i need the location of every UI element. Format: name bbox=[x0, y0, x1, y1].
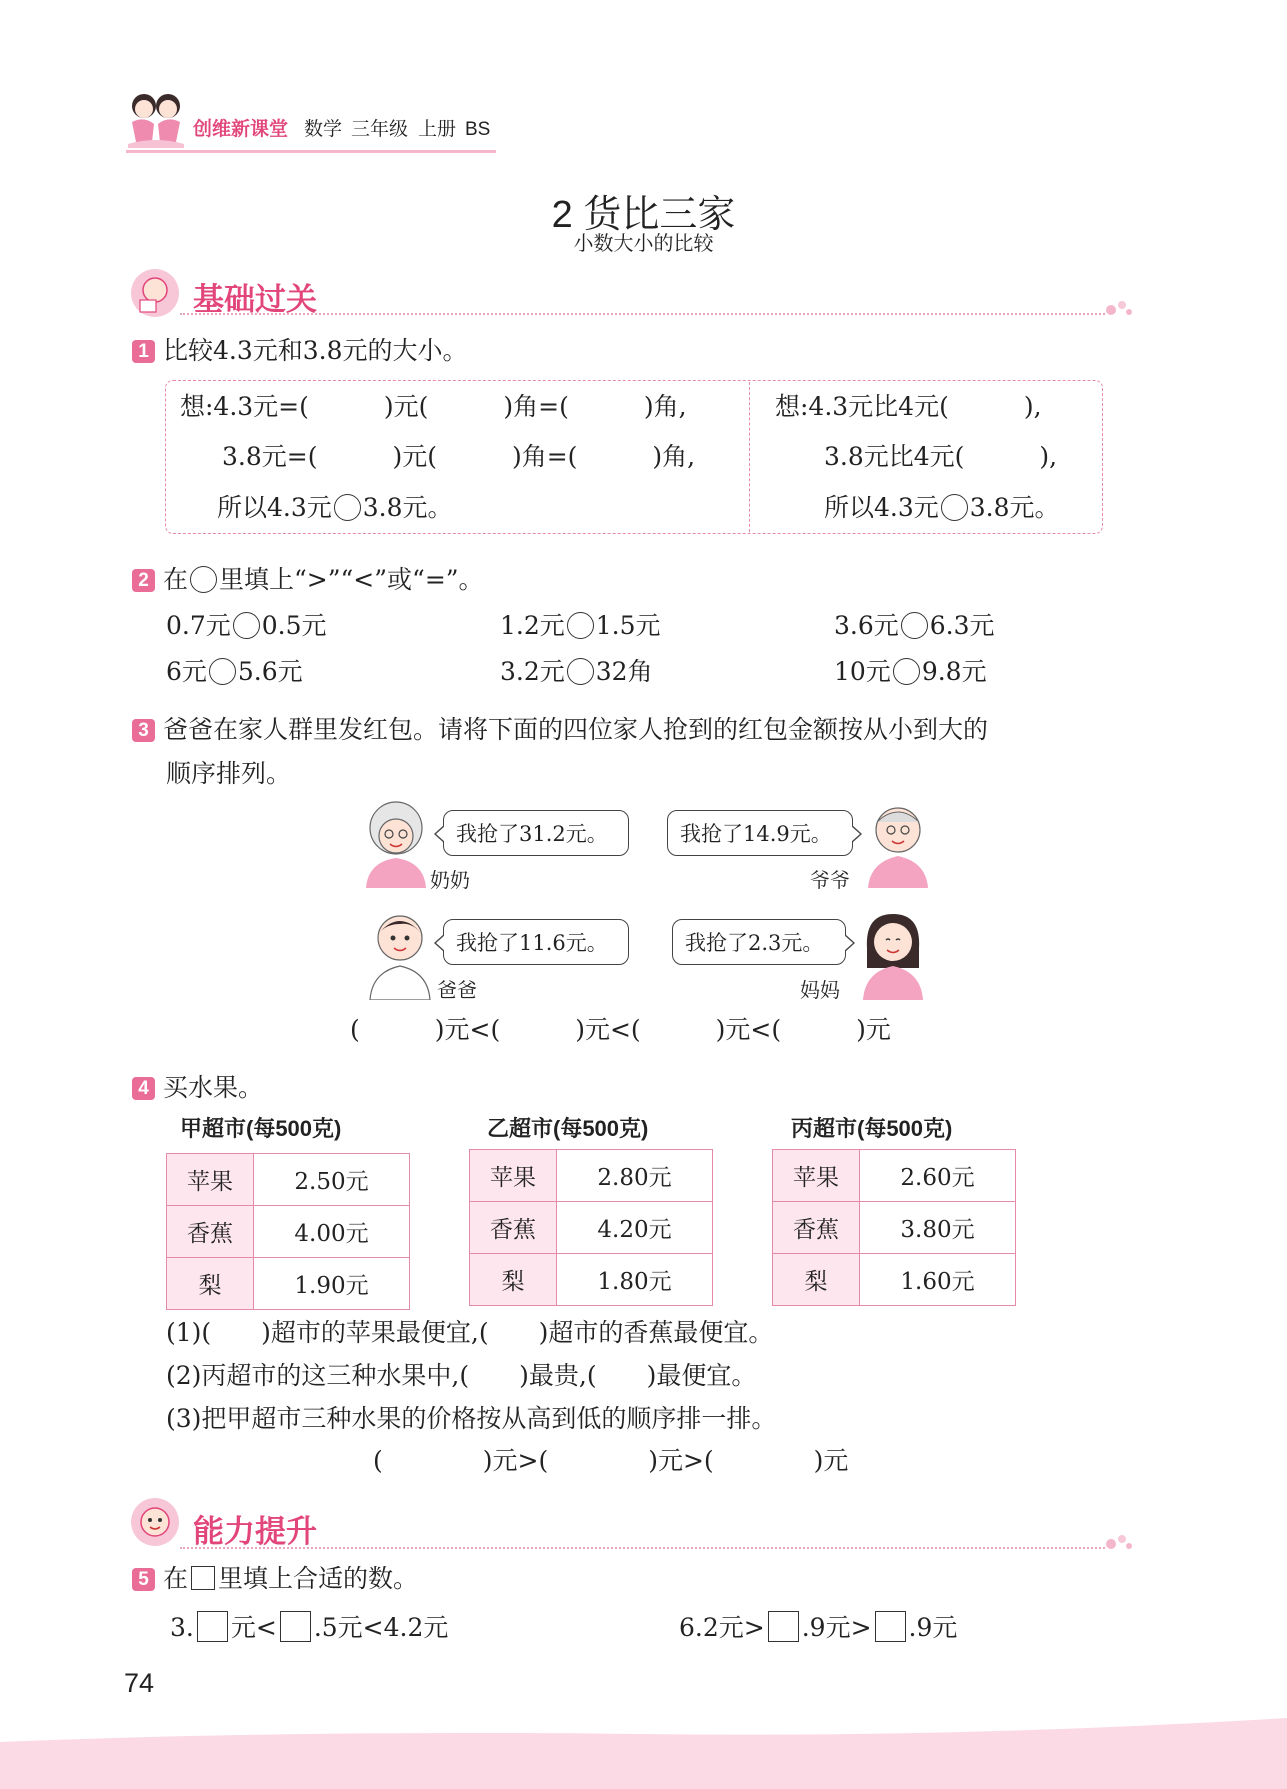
q4-number: 4 bbox=[132, 1077, 155, 1100]
q1-left-line3 bbox=[217, 494, 453, 521]
q1-right-line3-a: 所以4.3元 bbox=[824, 493, 939, 522]
q2-item-3-b: 6.3元 bbox=[929, 611, 995, 640]
market-c-table bbox=[772, 1149, 1016, 1306]
table-cell-fruit: 香蕉 bbox=[773, 1202, 860, 1254]
q1-prompt bbox=[132, 338, 468, 363]
dad-speech-bubble: 我抢了11.6元。 bbox=[443, 919, 629, 965]
q5-e2-b: .9元> bbox=[801, 1613, 872, 1642]
table-cell-price: 1.80元 bbox=[557, 1254, 713, 1306]
market-c-caption: 丙超市(每500克) bbox=[791, 1116, 953, 1141]
table-cell-price: 3.80元 bbox=[860, 1202, 1016, 1254]
section-basic-title: 基础过关 bbox=[193, 282, 317, 317]
table-row bbox=[470, 1150, 713, 1202]
section-advanced-title: 能力提升 bbox=[193, 1514, 317, 1549]
q1-left-line3-a: 所以4.3元 bbox=[217, 493, 332, 522]
q1-prompt-text: 比较4.3元和3.8元的大小。 bbox=[163, 336, 468, 365]
q5-prompt-square bbox=[191, 1566, 215, 1590]
q2-item-4-b: 5.6元 bbox=[237, 657, 303, 686]
header-volume: 上册 bbox=[418, 119, 457, 140]
q2-item-1-circle[interactable] bbox=[233, 612, 260, 639]
q5-e1-box-2[interactable] bbox=[280, 1611, 311, 1642]
table-cell-price: 4.20元 bbox=[557, 1202, 713, 1254]
table-cell-price: 2.60元 bbox=[860, 1150, 1016, 1202]
dad-illustration bbox=[362, 908, 438, 1000]
market-b-table bbox=[469, 1149, 713, 1306]
q5-e1-c: .5元<4.2元 bbox=[313, 1613, 449, 1642]
grandpa-illustration bbox=[860, 798, 936, 888]
q2-item-3-circle[interactable] bbox=[901, 612, 928, 639]
q1-right-compare-circle[interactable] bbox=[941, 494, 968, 521]
table-row bbox=[470, 1202, 713, 1254]
q1-right-line2[interactable]: 3.8元比4元( ), bbox=[824, 442, 1058, 471]
q2-item-6-a: 10元 bbox=[834, 657, 891, 686]
q5-e2-c: .9元 bbox=[908, 1613, 958, 1642]
q2-item-5 bbox=[500, 658, 653, 685]
q3-prompt-line2: 顺序排列。 bbox=[166, 759, 292, 788]
q2-item-3 bbox=[834, 612, 995, 639]
header-mascot bbox=[126, 88, 186, 150]
table-cell-fruit: 苹果 bbox=[470, 1150, 557, 1202]
section-advanced-icon bbox=[130, 1497, 180, 1547]
table-row bbox=[773, 1150, 1016, 1202]
grandpa-speech-bubble: 我抢了14.9元。 bbox=[667, 810, 853, 856]
q5-e1-b: 元< bbox=[230, 1613, 277, 1642]
q5-e2-box-2[interactable] bbox=[875, 1611, 906, 1642]
table-cell-fruit: 梨 bbox=[167, 1258, 254, 1310]
q2-item-4-a: 6元 bbox=[166, 657, 207, 686]
grandpa-name: 爷爷 bbox=[810, 868, 850, 892]
q4-sub3: (3)把甲超市三种水果的价格按从高到低的顺序排一排。 bbox=[166, 1404, 777, 1433]
q2-number: 2 bbox=[132, 569, 155, 592]
table-cell-price: 2.50元 bbox=[254, 1154, 410, 1206]
mom-speech-bubble: 我抢了2.3元。 bbox=[672, 919, 846, 965]
table-row bbox=[167, 1154, 410, 1206]
q1-left-line3-b: 3.8元。 bbox=[362, 493, 453, 522]
lesson-title: 2 货比三家 bbox=[551, 194, 736, 236]
q4-sub1[interactable]: (1)( )超市的苹果最便宜,( )超市的香蕉最便宜。 bbox=[166, 1318, 774, 1347]
q3-number: 3 bbox=[132, 719, 155, 742]
q5-number: 5 bbox=[132, 1568, 155, 1591]
header-brand: 创维新课堂 bbox=[193, 119, 289, 140]
table-row bbox=[167, 1206, 410, 1258]
q2-item-1-a: 0.7元 bbox=[166, 611, 231, 640]
header-grade: 三年级 bbox=[351, 119, 409, 140]
q2-item-6-circle[interactable] bbox=[893, 658, 920, 685]
dad-name: 爸爸 bbox=[437, 978, 477, 1002]
mom-name: 妈妈 bbox=[800, 978, 840, 1002]
q4-prompt bbox=[132, 1075, 263, 1100]
q2-item-2-a: 1.2元 bbox=[500, 611, 565, 640]
market-a-caption: 甲超市(每500克) bbox=[180, 1116, 342, 1141]
q1-right-line3 bbox=[824, 494, 1060, 521]
q2-prompt-a: 在 bbox=[163, 565, 189, 594]
table-cell-fruit: 梨 bbox=[773, 1254, 860, 1306]
section-advanced-divider bbox=[180, 1547, 1105, 1549]
table-cell-fruit: 香蕉 bbox=[167, 1206, 254, 1258]
table-cell-price: 2.80元 bbox=[557, 1150, 713, 1202]
q3-prompt-line1 bbox=[132, 717, 988, 742]
q1-left-line1[interactable]: 想:4.3元=( )元( )角=( )角, bbox=[180, 392, 687, 421]
page-number: 74 bbox=[124, 1668, 155, 1698]
q1-left-line2[interactable]: 3.8元=( )元( )角=( )角, bbox=[222, 442, 696, 471]
table-cell-price: 4.00元 bbox=[254, 1206, 410, 1258]
table-cell-price: 1.60元 bbox=[860, 1254, 1016, 1306]
q2-item-5-a: 3.2元 bbox=[500, 657, 565, 686]
header-edition: BS bbox=[465, 119, 491, 140]
grandma-name: 奶奶 bbox=[430, 868, 470, 892]
mom-illustration bbox=[855, 908, 931, 1000]
footer-band bbox=[0, 1712, 1287, 1789]
table-cell-fruit: 香蕉 bbox=[470, 1202, 557, 1254]
q5-e2-box-1[interactable] bbox=[768, 1611, 799, 1642]
q5-prompt-b: 里填上合适的数。 bbox=[218, 1564, 419, 1593]
q5-e1-a: 3. bbox=[170, 1613, 194, 1642]
q2-prompt bbox=[132, 566, 484, 593]
q1-right-line1[interactable]: 想:4.3元比4元( ), bbox=[775, 392, 1042, 421]
q5-prompt bbox=[132, 1566, 418, 1591]
grandma-speech-bubble: 我抢了31.2元。 bbox=[443, 810, 629, 856]
q4-sub2[interactable]: (2)丙超市的这三种水果中,( )最贵,( )最便宜。 bbox=[166, 1361, 757, 1390]
q3-answer-line[interactable]: ( )元<( )元<( )元<( )元 bbox=[350, 1015, 891, 1044]
table-cell-price: 1.90元 bbox=[254, 1258, 410, 1310]
q1-number: 1 bbox=[132, 340, 155, 363]
q2-prompt-b: 里填上“>”“<”或“=”。 bbox=[219, 565, 484, 594]
q5-e1-box-1[interactable] bbox=[197, 1611, 228, 1642]
table-row bbox=[773, 1254, 1016, 1306]
q2-item-2 bbox=[500, 612, 661, 639]
q2-item-3-a: 3.6元 bbox=[834, 611, 899, 640]
q5-expression-1 bbox=[170, 1611, 448, 1642]
table-cell-fruit: 梨 bbox=[470, 1254, 557, 1306]
q3-prompt-text: 爸爸在家人群里发红包。请将下面的四位家人抢到的红包金额按从小到大的 bbox=[163, 715, 989, 744]
q1-right-line3-b: 3.8元。 bbox=[969, 493, 1060, 522]
q2-item-6 bbox=[834, 658, 987, 685]
section-basic-dots bbox=[1105, 298, 1135, 318]
header-bar bbox=[126, 150, 496, 153]
q4-prompt-text: 买水果。 bbox=[163, 1073, 264, 1102]
header-subject: 数学 bbox=[304, 119, 343, 140]
section-basic-divider bbox=[180, 313, 1105, 315]
q2-item-2-b: 1.5元 bbox=[595, 611, 661, 640]
table-row bbox=[773, 1202, 1016, 1254]
lesson-subtitle: 小数大小的比较 bbox=[573, 231, 714, 255]
market-b-caption: 乙超市(每500克) bbox=[487, 1116, 649, 1141]
section-basic-icon bbox=[130, 268, 180, 318]
q5-prompt-a: 在 bbox=[163, 1564, 189, 1593]
q1-left-compare-circle[interactable] bbox=[334, 494, 361, 521]
table-cell-fruit: 苹果 bbox=[167, 1154, 254, 1206]
section-advanced-dots bbox=[1105, 1532, 1135, 1552]
table-row bbox=[470, 1254, 713, 1306]
q2-item-4 bbox=[166, 658, 303, 685]
q2-prompt-circle bbox=[190, 566, 217, 593]
q5-e2-a: 6.2元> bbox=[679, 1613, 765, 1642]
table-row bbox=[167, 1258, 410, 1310]
q5-expression-2 bbox=[679, 1611, 957, 1642]
q2-item-5-circle[interactable] bbox=[567, 658, 594, 685]
q1-box-divider bbox=[749, 382, 750, 532]
q4-sub3-answer[interactable]: ( )元>( )元>( )元 bbox=[373, 1446, 849, 1475]
q2-item-1-b: 0.5元 bbox=[261, 611, 327, 640]
q2-item-5-b: 32角 bbox=[595, 657, 653, 686]
q2-item-6-b: 9.8元 bbox=[921, 657, 987, 686]
q2-item-4-circle[interactable] bbox=[209, 658, 236, 685]
q2-item-1 bbox=[166, 612, 327, 639]
market-a-table bbox=[166, 1153, 410, 1310]
grandma-illustration bbox=[358, 798, 434, 888]
table-cell-fruit: 苹果 bbox=[773, 1150, 860, 1202]
q2-item-2-circle[interactable] bbox=[567, 612, 594, 639]
